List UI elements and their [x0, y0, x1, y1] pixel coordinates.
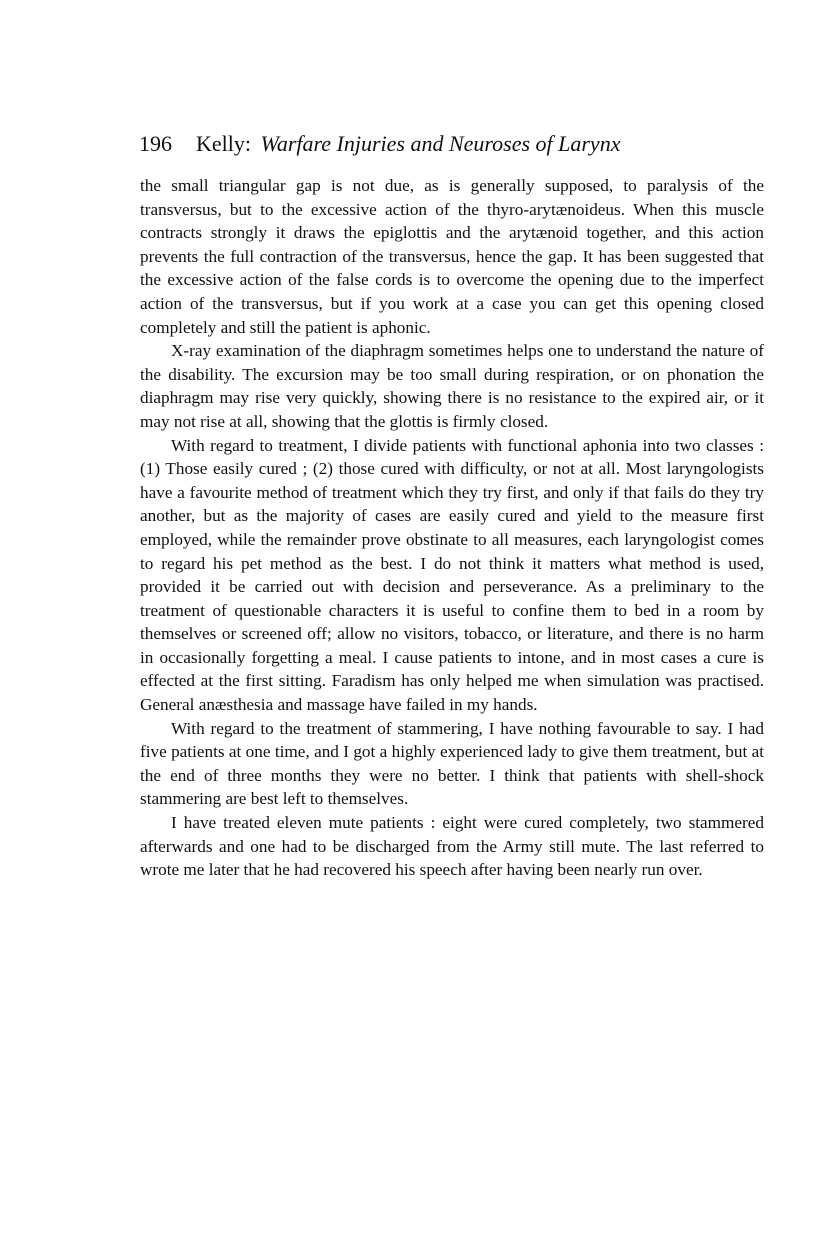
paragraph-x-ray: X-ray examination of the diaphragm sometimes helps one to understand the nature of the disability. The excursion may be too small during respiration, or on phonation the diaphragm may rise very quickly, showing there is no resistance to the expired air, or it may not rise at all, showing that the glottis is firmly closed. [140, 341, 764, 431]
paragraph-stammering: With regard to the treatment of stammering, I have nothing favourable to say. I had five patients at one time, and I got a highly experienced lady to give them treatment, but at the end of three months they were no better. I think that patients with shell-shock stammering are best left to themselves. [140, 718, 764, 809]
running-head-title: Warfare Injuries and Neuroses of Larynx [260, 131, 621, 156]
paragraph-mute-patients: I have treated eleven mute patients : eight were cured completely, two stammered afterwards and one had to be discharged from the Army still mute. The last referred to wrote me later that he had recovered his speech after having been nearly run over. [140, 813, 764, 880]
page-number: 196 [139, 131, 172, 156]
body-text [140, 174, 764, 882]
paragraph-treatment: With regard to treatment, I divide patients with functional aphonia into two classes : (1) Those easily cured ; (2) those cured with difficulty, or not at all. Most laryngologists have a favourite method of treatment which they try first, and only if that fails do they try another, but as the majority of cases are easily cured and yield to the measure first employed, while the remainder prove obstinate to all measures, each laryngologist comes to regard his pet method as the best. I do not think it matters what method is used, provided it be carried out with decision and perseverance. As a preliminary to the treatment of questionable characters it is useful to confine them to bed in a room by themselves or screened off; allow no visitors, tobacco, or literature, and there is no harm in occasionally forgetting a meal. I cause patients to intone, and in most cases a cure is effected at the first sitting. Faradism has only helped me when simulation was practised. General anæsthesia and massage have failed in my hands. [140, 435, 764, 715]
running-head [139, 128, 764, 160]
paragraph-continued: the small triangular gap is not due, as is generally supposed, to paralysis of the transversus, but to the excessive action of the thyro-arytænoideus. When this muscle contracts strongly it draws the epiglottis and the arytænoid together, and this action prevents the full contraction of the transversus, hence the gap. It has been suggested that the excessive action of the false cords is to overcome the opening due to the imperfect action of the transversus, but if you work at a case you can get this opening closed completely and still the patient is aphonic. [140, 176, 764, 337]
running-head-separator: : [244, 131, 252, 156]
running-head-author: Kelly [196, 131, 245, 156]
